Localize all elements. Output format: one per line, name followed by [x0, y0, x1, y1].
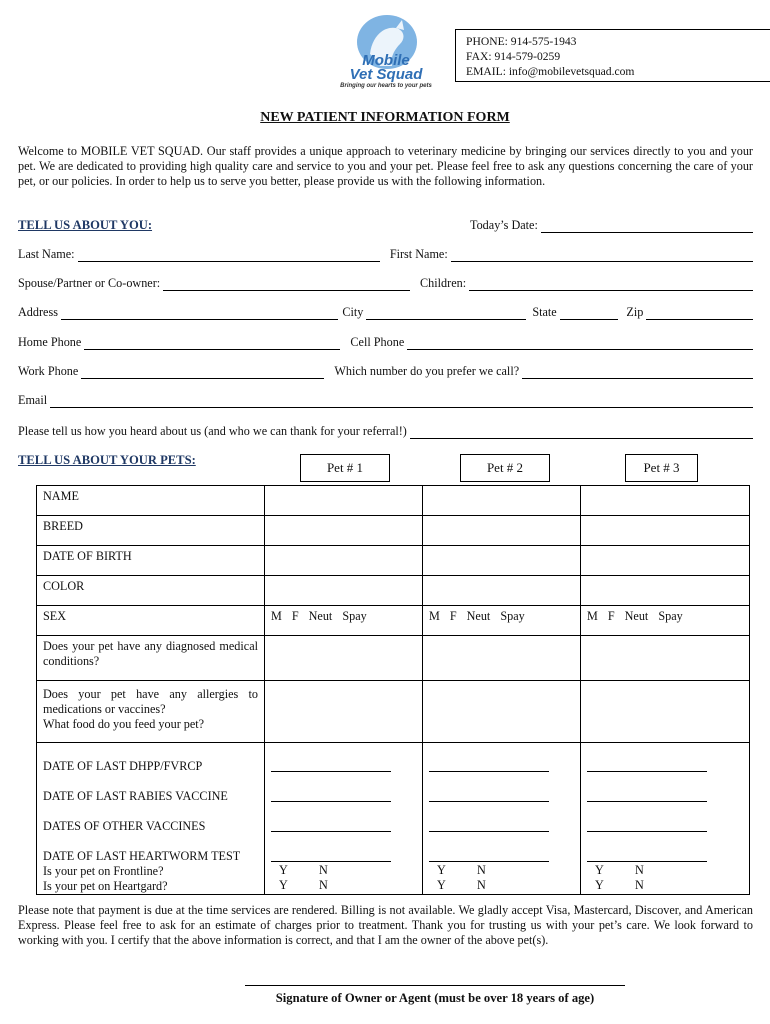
state-label: State: [532, 305, 557, 319]
referral-label: Please tell us how you heard about us (and who we can thank for your referral!): [18, 424, 407, 438]
row-label-dob: DATE OF BIRTH: [37, 546, 265, 576]
email-label: Email: [18, 393, 48, 407]
row-label-name: NAME: [37, 486, 265, 516]
table-row: [37, 636, 750, 681]
sex-spay[interactable]: Spay: [658, 609, 683, 623]
city-label: City: [342, 305, 364, 319]
pet-2-allergies-cell[interactable]: [423, 681, 581, 743]
pet-1-conditions-cell[interactable]: [265, 636, 423, 681]
pet-3-sex-cell[interactable]: [581, 606, 750, 636]
city-field[interactable]: [366, 307, 526, 320]
prefer-label: Which number do you prefer we call?: [334, 364, 520, 378]
pet-1-color-cell[interactable]: [265, 576, 423, 606]
pet-1-heartworm-field[interactable]: [271, 849, 391, 862]
row-label-color: COLOR: [37, 576, 265, 606]
sex-m[interactable]: M: [587, 609, 598, 623]
todays-date-field[interactable]: [541, 220, 753, 233]
pets-heading: TELL US ABOUT YOUR PETS:: [18, 453, 196, 467]
work-phone-label: Work Phone: [18, 364, 79, 378]
pet-1-other-field[interactable]: [271, 819, 391, 832]
table-row: [37, 576, 750, 606]
work-phone-line: [18, 364, 753, 379]
sex-neut[interactable]: Neut: [466, 609, 491, 623]
table-row: [37, 546, 750, 576]
row-label-food: What food do you feed your pet?: [43, 717, 205, 731]
pet-1-allergies-cell[interactable]: [265, 681, 423, 743]
address-line: [18, 305, 753, 320]
pet-3-name-cell[interactable]: [581, 486, 750, 516]
last-name-label: Last Name:: [18, 247, 75, 261]
row-label-conditions: Does your pet have any diagnosed medical conditions?: [37, 636, 265, 681]
pet-3-color-cell[interactable]: [581, 576, 750, 606]
pet-3-allergies-cell[interactable]: [581, 681, 750, 743]
sex-neut[interactable]: Neut: [308, 609, 333, 623]
contact-fax: FAX: 914-579-0259: [466, 50, 561, 63]
pet-1-sex-cell[interactable]: [265, 606, 423, 636]
first-name-field[interactable]: [451, 249, 753, 262]
contact-box: [455, 29, 770, 82]
address-field[interactable]: [61, 307, 338, 320]
pet-2-breed-cell[interactable]: [423, 516, 581, 546]
sex-f[interactable]: F: [449, 609, 457, 623]
pet-2-conditions-cell[interactable]: [423, 636, 581, 681]
pet-1-heartgard-yn[interactable]: Y N: [279, 878, 328, 892]
logo-line-1: Mobile: [362, 52, 410, 69]
todays-date-label: Today’s Date:: [470, 218, 538, 232]
row-label-heartworm: DATE OF LAST HEARTWORM TEST: [43, 849, 241, 863]
email-line: [18, 393, 753, 408]
sex-f[interactable]: F: [291, 609, 299, 623]
signature-label: Signature of Owner or Agent (must be over 18 years of age): [275, 991, 595, 1005]
row-label-allergies: Does your pet have any allergies to medications or vaccines?: [43, 687, 258, 716]
row-label-sex: SEX: [37, 606, 265, 636]
zip-field[interactable]: [646, 307, 753, 320]
table-row: [37, 743, 750, 895]
cell-phone-field[interactable]: [407, 337, 753, 350]
signature-line[interactable]: [245, 985, 625, 986]
pet-3-dhpp-field[interactable]: [587, 759, 707, 772]
phone-line: [18, 335, 753, 350]
pets-table: [36, 485, 750, 895]
referral-line: [18, 424, 753, 439]
home-phone-field[interactable]: [84, 337, 340, 350]
address-label: Address: [18, 305, 58, 319]
name-line: [18, 247, 753, 262]
sex-neut[interactable]: Neut: [624, 609, 649, 623]
row-label-other: DATES OF OTHER VACCINES: [43, 819, 206, 833]
row-label-rabies: DATE OF LAST RABIES VACCINE: [43, 789, 228, 803]
pet-2-dhpp-field[interactable]: [429, 759, 549, 772]
spouse-field[interactable]: [163, 278, 410, 291]
first-name-label: First Name:: [389, 247, 448, 261]
sex-m[interactable]: M: [429, 609, 440, 623]
pet-3-header: Pet # 3: [625, 454, 698, 482]
row-label-heartgard: Is your pet on Heartgard?: [43, 879, 168, 893]
pet-2-name-cell[interactable]: [423, 486, 581, 516]
todays-date-line: [470, 218, 753, 233]
row-label-allergies-food: [37, 681, 265, 743]
pet-3-other-field[interactable]: [587, 819, 707, 832]
pet-1-dob-cell[interactable]: [265, 546, 423, 576]
pet-3-rabies-field[interactable]: [587, 789, 707, 802]
prefer-field[interactable]: [522, 366, 753, 379]
zip-label: Zip: [626, 305, 644, 319]
pet-3-vaccines-cell: [581, 743, 750, 895]
sex-spay[interactable]: Spay: [342, 609, 367, 623]
state-field[interactable]: [560, 307, 619, 320]
pet-3-heartgard-yn[interactable]: Y N: [595, 878, 644, 892]
pet-2-color-cell[interactable]: [423, 576, 581, 606]
row-label-vaccines: [37, 743, 265, 895]
pet-3-frontline-yn[interactable]: Y N: [595, 863, 644, 877]
pet-1-rabies-field[interactable]: [271, 789, 391, 802]
contact-email: EMAIL: info@mobilevetsquad.com: [466, 65, 635, 78]
pet-2-dob-cell[interactable]: [423, 546, 581, 576]
children-label: Children:: [420, 276, 467, 290]
pet-2-other-field[interactable]: [429, 819, 549, 832]
pet-1-name-cell[interactable]: [265, 486, 423, 516]
pet-3-dob-cell[interactable]: [581, 546, 750, 576]
spouse-line: [18, 276, 753, 291]
payment-note: Please note that payment is due at the time services are rendered. Billing is not available. We gladly accept Visa, Mastercard, Discover, and American Express. Please feel free to ask for an estimate of charges prior to treatment. Thank you for trusting us with your pet’s care. We look forward to working with you. I certify that the above information is correct, and that I am the owner of the above pet(s).: [18, 903, 753, 947]
sex-spay[interactable]: Spay: [500, 609, 525, 623]
contact-phone: PHONE: 914-575-1943: [466, 35, 577, 48]
table-row: [37, 606, 750, 636]
children-field[interactable]: [469, 278, 753, 291]
pet-1-breed-cell[interactable]: [265, 516, 423, 546]
last-name-field[interactable]: [78, 249, 380, 262]
row-label-breed: BREED: [37, 516, 265, 546]
sex-f[interactable]: F: [607, 609, 615, 623]
referral-field[interactable]: [410, 426, 753, 439]
pet-2-header: Pet # 2: [460, 454, 550, 482]
sex-m[interactable]: M: [271, 609, 282, 623]
home-phone-label: Home Phone: [18, 335, 82, 349]
pet-1-frontline-yn[interactable]: Y N: [279, 863, 328, 877]
intro-paragraph: Welcome to MOBILE VET SQUAD. Our staff provides a unique approach to veterinary medicine by bringing our services directly to you and your pet. We are dedicated to providing high quality care and service to you and your pet. Please feel free to ask any questions concerning the care of your pet, or our policies. In order to help us to serve you better, please provide us with the following information.: [18, 144, 753, 188]
row-label-dhpp: DATE OF LAST DHPP/FVRCP: [43, 759, 203, 773]
email-field[interactable]: [50, 395, 753, 408]
table-row: [37, 681, 750, 743]
pet-1-vaccines-cell: [265, 743, 423, 895]
pet-2-heartgard-yn[interactable]: Y N: [437, 878, 486, 892]
work-phone-field[interactable]: [81, 366, 324, 379]
about-you-heading: TELL US ABOUT YOU:: [18, 218, 153, 232]
pet-2-sex-cell[interactable]: [423, 606, 581, 636]
pet-2-heartworm-field[interactable]: [429, 849, 549, 862]
logo-line-2: Vet Squad: [349, 66, 423, 83]
pet-1-header: Pet # 1: [300, 454, 390, 482]
spouse-label: Spouse/Partner or Co-owner:: [18, 276, 161, 290]
table-row: [37, 486, 750, 516]
pet-2-rabies-field[interactable]: [429, 789, 549, 802]
pet-2-vaccines-cell: [423, 743, 581, 895]
pet-2-frontline-yn[interactable]: Y N: [437, 863, 486, 877]
table-row: [37, 516, 750, 546]
row-label-frontline: Is your pet on Frontline?: [43, 864, 164, 878]
pet-3-conditions-cell[interactable]: [581, 636, 750, 681]
pet-3-heartworm-field[interactable]: [587, 849, 707, 862]
logo-tagline: Bringing our hearts to your pets: [340, 83, 432, 89]
logo: [340, 14, 432, 90]
form-title: NEW PATIENT INFORMATION FORM: [260, 110, 510, 125]
pet-1-dhpp-field[interactable]: [271, 759, 391, 772]
pet-3-breed-cell[interactable]: [581, 516, 750, 546]
cell-phone-label: Cell Phone: [350, 335, 405, 349]
